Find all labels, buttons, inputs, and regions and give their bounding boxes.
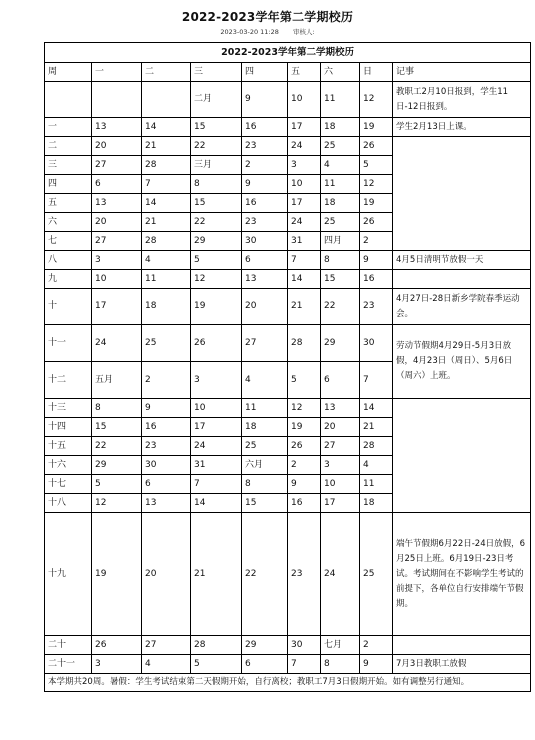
date-cell: 19: [360, 118, 393, 137]
table-row: [45, 655, 531, 674]
date-cell: 22: [321, 289, 360, 325]
week-cell: 十五: [45, 437, 92, 456]
date-cell: 12: [191, 270, 242, 289]
date-cell: 14: [360, 399, 393, 418]
column-header: 四: [242, 63, 288, 82]
table-row: [45, 137, 531, 156]
date-cell: 18: [142, 289, 191, 325]
date-cell: 7: [288, 251, 321, 270]
column-header: 二: [142, 63, 191, 82]
date-cell: 13: [92, 194, 142, 213]
date-cell: 25: [360, 513, 393, 636]
week-cell: 十: [45, 289, 92, 325]
date-cell: 2: [360, 232, 393, 251]
date-cell: 13: [242, 270, 288, 289]
table-row: [45, 325, 531, 362]
date-cell: 21: [191, 513, 242, 636]
table-row: [45, 636, 531, 655]
date-cell: 28: [142, 232, 191, 251]
week-cell: 四: [45, 175, 92, 194]
date-cell: 28: [191, 636, 242, 655]
date-cell: 14: [191, 494, 242, 513]
week-cell: 六: [45, 213, 92, 232]
date-cell: 19: [92, 513, 142, 636]
week-cell: 十六: [45, 456, 92, 475]
date-cell: 4: [242, 362, 288, 399]
date-cell: 21: [142, 137, 191, 156]
date-cell: 16: [360, 270, 393, 289]
week-cell: 十九: [45, 513, 92, 636]
table-row: [45, 289, 531, 325]
date-cell: 29: [321, 325, 360, 362]
date-cell: 6: [321, 362, 360, 399]
week-cell: 十二: [45, 362, 92, 399]
date-cell: 5: [288, 362, 321, 399]
date-cell: 20: [321, 418, 360, 437]
date-cell: 4: [142, 655, 191, 674]
date-cell: 15: [242, 494, 288, 513]
date-cell: 9: [360, 251, 393, 270]
date-cell: 30: [288, 636, 321, 655]
date-cell: 11: [142, 270, 191, 289]
date-cell: 9: [360, 655, 393, 674]
date-cell: 六月: [242, 456, 288, 475]
date-cell: 27: [142, 636, 191, 655]
date-cell: 12: [360, 175, 393, 194]
date-cell: 5: [191, 251, 242, 270]
date-cell: 13: [92, 118, 142, 137]
date-cell: 8: [321, 251, 360, 270]
date-cell: 17: [288, 118, 321, 137]
date-cell: 26: [288, 437, 321, 456]
date-cell: 7: [360, 362, 393, 399]
date-cell: 25: [142, 325, 191, 362]
date-cell: 10: [92, 270, 142, 289]
notes-cell: 端午节假期6月22日-24日放假，6月25日上班。6月19日-23日考试。考试期间在不影响学生考试的前提下，各单位自行安排端午节假期。: [393, 513, 531, 636]
date-cell: 22: [242, 513, 288, 636]
date-cell: 13: [321, 399, 360, 418]
date-cell: 6: [92, 175, 142, 194]
notes-cell: 教职工2月10日报到，学生11日-12日报到。: [393, 82, 531, 118]
notes-cell: 劳动节假期4月29日-5月3日放假，4月23日（周日）、5月6日（周六）上班。: [393, 325, 531, 399]
date-cell: 4: [321, 156, 360, 175]
notes-cell: 7月3日教职工放假: [393, 655, 531, 674]
date-cell: 18: [321, 118, 360, 137]
week-cell: 十七: [45, 475, 92, 494]
date-cell: 27: [92, 232, 142, 251]
column-header: 三: [191, 63, 242, 82]
date-cell: 20: [92, 213, 142, 232]
week-cell: 五: [45, 194, 92, 213]
notes-cell: [393, 137, 531, 251]
date-cell: 22: [191, 213, 242, 232]
date-cell: 15: [321, 270, 360, 289]
reviewer-label: 审核人:: [292, 28, 315, 36]
date-cell: 28: [142, 156, 191, 175]
week-cell: 十八: [45, 494, 92, 513]
date-cell: 4: [360, 456, 393, 475]
notes-cell: 学生2月13日上课。: [393, 118, 531, 137]
date-cell: 15: [92, 418, 142, 437]
date-cell: 6: [142, 475, 191, 494]
week-cell: 二十一: [45, 655, 92, 674]
date-cell: [142, 82, 191, 118]
week-cell: 七: [45, 232, 92, 251]
date-cell: 9: [242, 175, 288, 194]
date-cell: 19: [288, 418, 321, 437]
date-cell: [92, 82, 142, 118]
date-cell: 16: [242, 194, 288, 213]
date-cell: 12: [92, 494, 142, 513]
date-cell: 26: [360, 137, 393, 156]
column-header: 一: [92, 63, 142, 82]
date-cell: 28: [360, 437, 393, 456]
date-cell: 23: [142, 437, 191, 456]
date-cell: 19: [360, 194, 393, 213]
date-cell: 18: [321, 194, 360, 213]
date-cell: 24: [288, 213, 321, 232]
date-cell: 11: [360, 475, 393, 494]
date-cell: 9: [242, 82, 288, 118]
date-cell: 2: [360, 636, 393, 655]
date-cell: 29: [242, 636, 288, 655]
table-row: [45, 251, 531, 270]
date-cell: 5: [92, 475, 142, 494]
week-cell: 十一: [45, 325, 92, 362]
date-cell: 21: [142, 213, 191, 232]
date-cell: 七月: [321, 636, 360, 655]
date-cell: 21: [360, 418, 393, 437]
date-cell: 12: [288, 399, 321, 418]
date-cell: 17: [191, 418, 242, 437]
notes-cell: [393, 270, 531, 289]
table-header-row: [45, 63, 531, 82]
date-cell: 5: [191, 655, 242, 674]
notes-cell: [393, 399, 531, 513]
date-cell: 30: [242, 232, 288, 251]
table-row: [45, 270, 531, 289]
date-cell: 16: [242, 118, 288, 137]
date-cell: 10: [191, 399, 242, 418]
date-cell: 3: [92, 655, 142, 674]
date-cell: 3: [321, 456, 360, 475]
date-cell: 23: [242, 213, 288, 232]
date-cell: 27: [242, 325, 288, 362]
column-header: 记事: [393, 63, 531, 82]
date-cell: 20: [92, 137, 142, 156]
date-cell: 23: [360, 289, 393, 325]
date-cell: 9: [288, 475, 321, 494]
column-header: 日: [360, 63, 393, 82]
date-cell: 26: [191, 325, 242, 362]
date-cell: 24: [288, 137, 321, 156]
table-caption: 2022-2023学年第二学期校历: [45, 43, 531, 63]
table-row: [45, 82, 531, 118]
date-cell: 二月: [191, 82, 242, 118]
date-cell: 26: [92, 636, 142, 655]
date-cell: 21: [288, 289, 321, 325]
date-cell: 8: [242, 475, 288, 494]
date-cell: 24: [321, 513, 360, 636]
date-cell: 10: [321, 475, 360, 494]
date-cell: 22: [191, 137, 242, 156]
date-cell: 10: [288, 175, 321, 194]
date-cell: 24: [191, 437, 242, 456]
date-cell: 17: [288, 194, 321, 213]
week-cell: 二: [45, 137, 92, 156]
table-row: [45, 399, 531, 418]
week-cell: [45, 82, 92, 118]
date-cell: 24: [92, 325, 142, 362]
date-cell: 3: [92, 251, 142, 270]
date-cell: 31: [288, 232, 321, 251]
publish-date: 2023-03-20 11:28: [220, 28, 279, 36]
date-cell: 30: [142, 456, 191, 475]
date-cell: 15: [191, 194, 242, 213]
date-cell: 9: [142, 399, 191, 418]
table-footer-row: [45, 674, 531, 692]
date-cell: 8: [321, 655, 360, 674]
date-cell: 2: [288, 456, 321, 475]
date-cell: 16: [288, 494, 321, 513]
week-cell: 十四: [45, 418, 92, 437]
date-cell: 11: [242, 399, 288, 418]
date-cell: 29: [92, 456, 142, 475]
date-cell: 17: [92, 289, 142, 325]
date-cell: 10: [288, 82, 321, 118]
notes-cell: 4月27日-28日新乡学院春季运动会。: [393, 289, 531, 325]
date-cell: 14: [142, 194, 191, 213]
date-cell: 3: [191, 362, 242, 399]
date-cell: 6: [242, 251, 288, 270]
column-header: 周: [45, 63, 92, 82]
date-cell: 25: [321, 213, 360, 232]
date-cell: 7: [288, 655, 321, 674]
date-cell: 22: [92, 437, 142, 456]
date-cell: 7: [191, 475, 242, 494]
date-cell: 29: [191, 232, 242, 251]
date-cell: 28: [288, 325, 321, 362]
date-cell: 11: [321, 82, 360, 118]
school-calendar-table: [44, 42, 531, 692]
date-cell: 20: [142, 513, 191, 636]
date-cell: 18: [242, 418, 288, 437]
date-cell: 2: [242, 156, 288, 175]
week-cell: 九: [45, 270, 92, 289]
week-cell: 八: [45, 251, 92, 270]
date-cell: 2: [142, 362, 191, 399]
table-row: [45, 513, 531, 636]
date-cell: 15: [191, 118, 242, 137]
date-cell: 4: [142, 251, 191, 270]
date-cell: 12: [360, 82, 393, 118]
column-header: 六: [321, 63, 360, 82]
date-cell: 3: [288, 156, 321, 175]
date-cell: 27: [321, 437, 360, 456]
week-cell: 一: [45, 118, 92, 137]
date-cell: 8: [92, 399, 142, 418]
date-cell: 6: [242, 655, 288, 674]
date-cell: 16: [142, 418, 191, 437]
document-meta: [0, 27, 535, 36]
date-cell: 18: [360, 494, 393, 513]
date-cell: 14: [142, 118, 191, 137]
date-cell: 11: [321, 175, 360, 194]
date-cell: 19: [191, 289, 242, 325]
week-cell: 十三: [45, 399, 92, 418]
date-cell: 23: [242, 137, 288, 156]
date-cell: 20: [242, 289, 288, 325]
week-cell: 二十: [45, 636, 92, 655]
date-cell: 27: [92, 156, 142, 175]
date-cell: 7: [142, 175, 191, 194]
date-cell: 5: [360, 156, 393, 175]
date-cell: 三月: [191, 156, 242, 175]
date-cell: 26: [360, 213, 393, 232]
page-title: 2022-2023学年第二学期校历: [181, 10, 354, 24]
footer-note: 本学期共20周。暑假：学生考试结束第二天假期开始，自行离校；教职工7月3日假期开始。如有调整另行通知。: [45, 674, 531, 692]
date-cell: 四月: [321, 232, 360, 251]
table-row: [45, 118, 531, 137]
date-cell: 25: [242, 437, 288, 456]
date-cell: 30: [360, 325, 393, 362]
date-cell: 8: [191, 175, 242, 194]
date-cell: 13: [142, 494, 191, 513]
date-cell: 31: [191, 456, 242, 475]
notes-cell: [393, 636, 531, 655]
date-cell: 17: [321, 494, 360, 513]
date-cell: 五月: [92, 362, 142, 399]
date-cell: 23: [288, 513, 321, 636]
notes-cell: 4月5日清明节放假一天: [393, 251, 531, 270]
column-header: 五: [288, 63, 321, 82]
date-cell: 14: [288, 270, 321, 289]
week-cell: 三: [45, 156, 92, 175]
date-cell: 25: [321, 137, 360, 156]
